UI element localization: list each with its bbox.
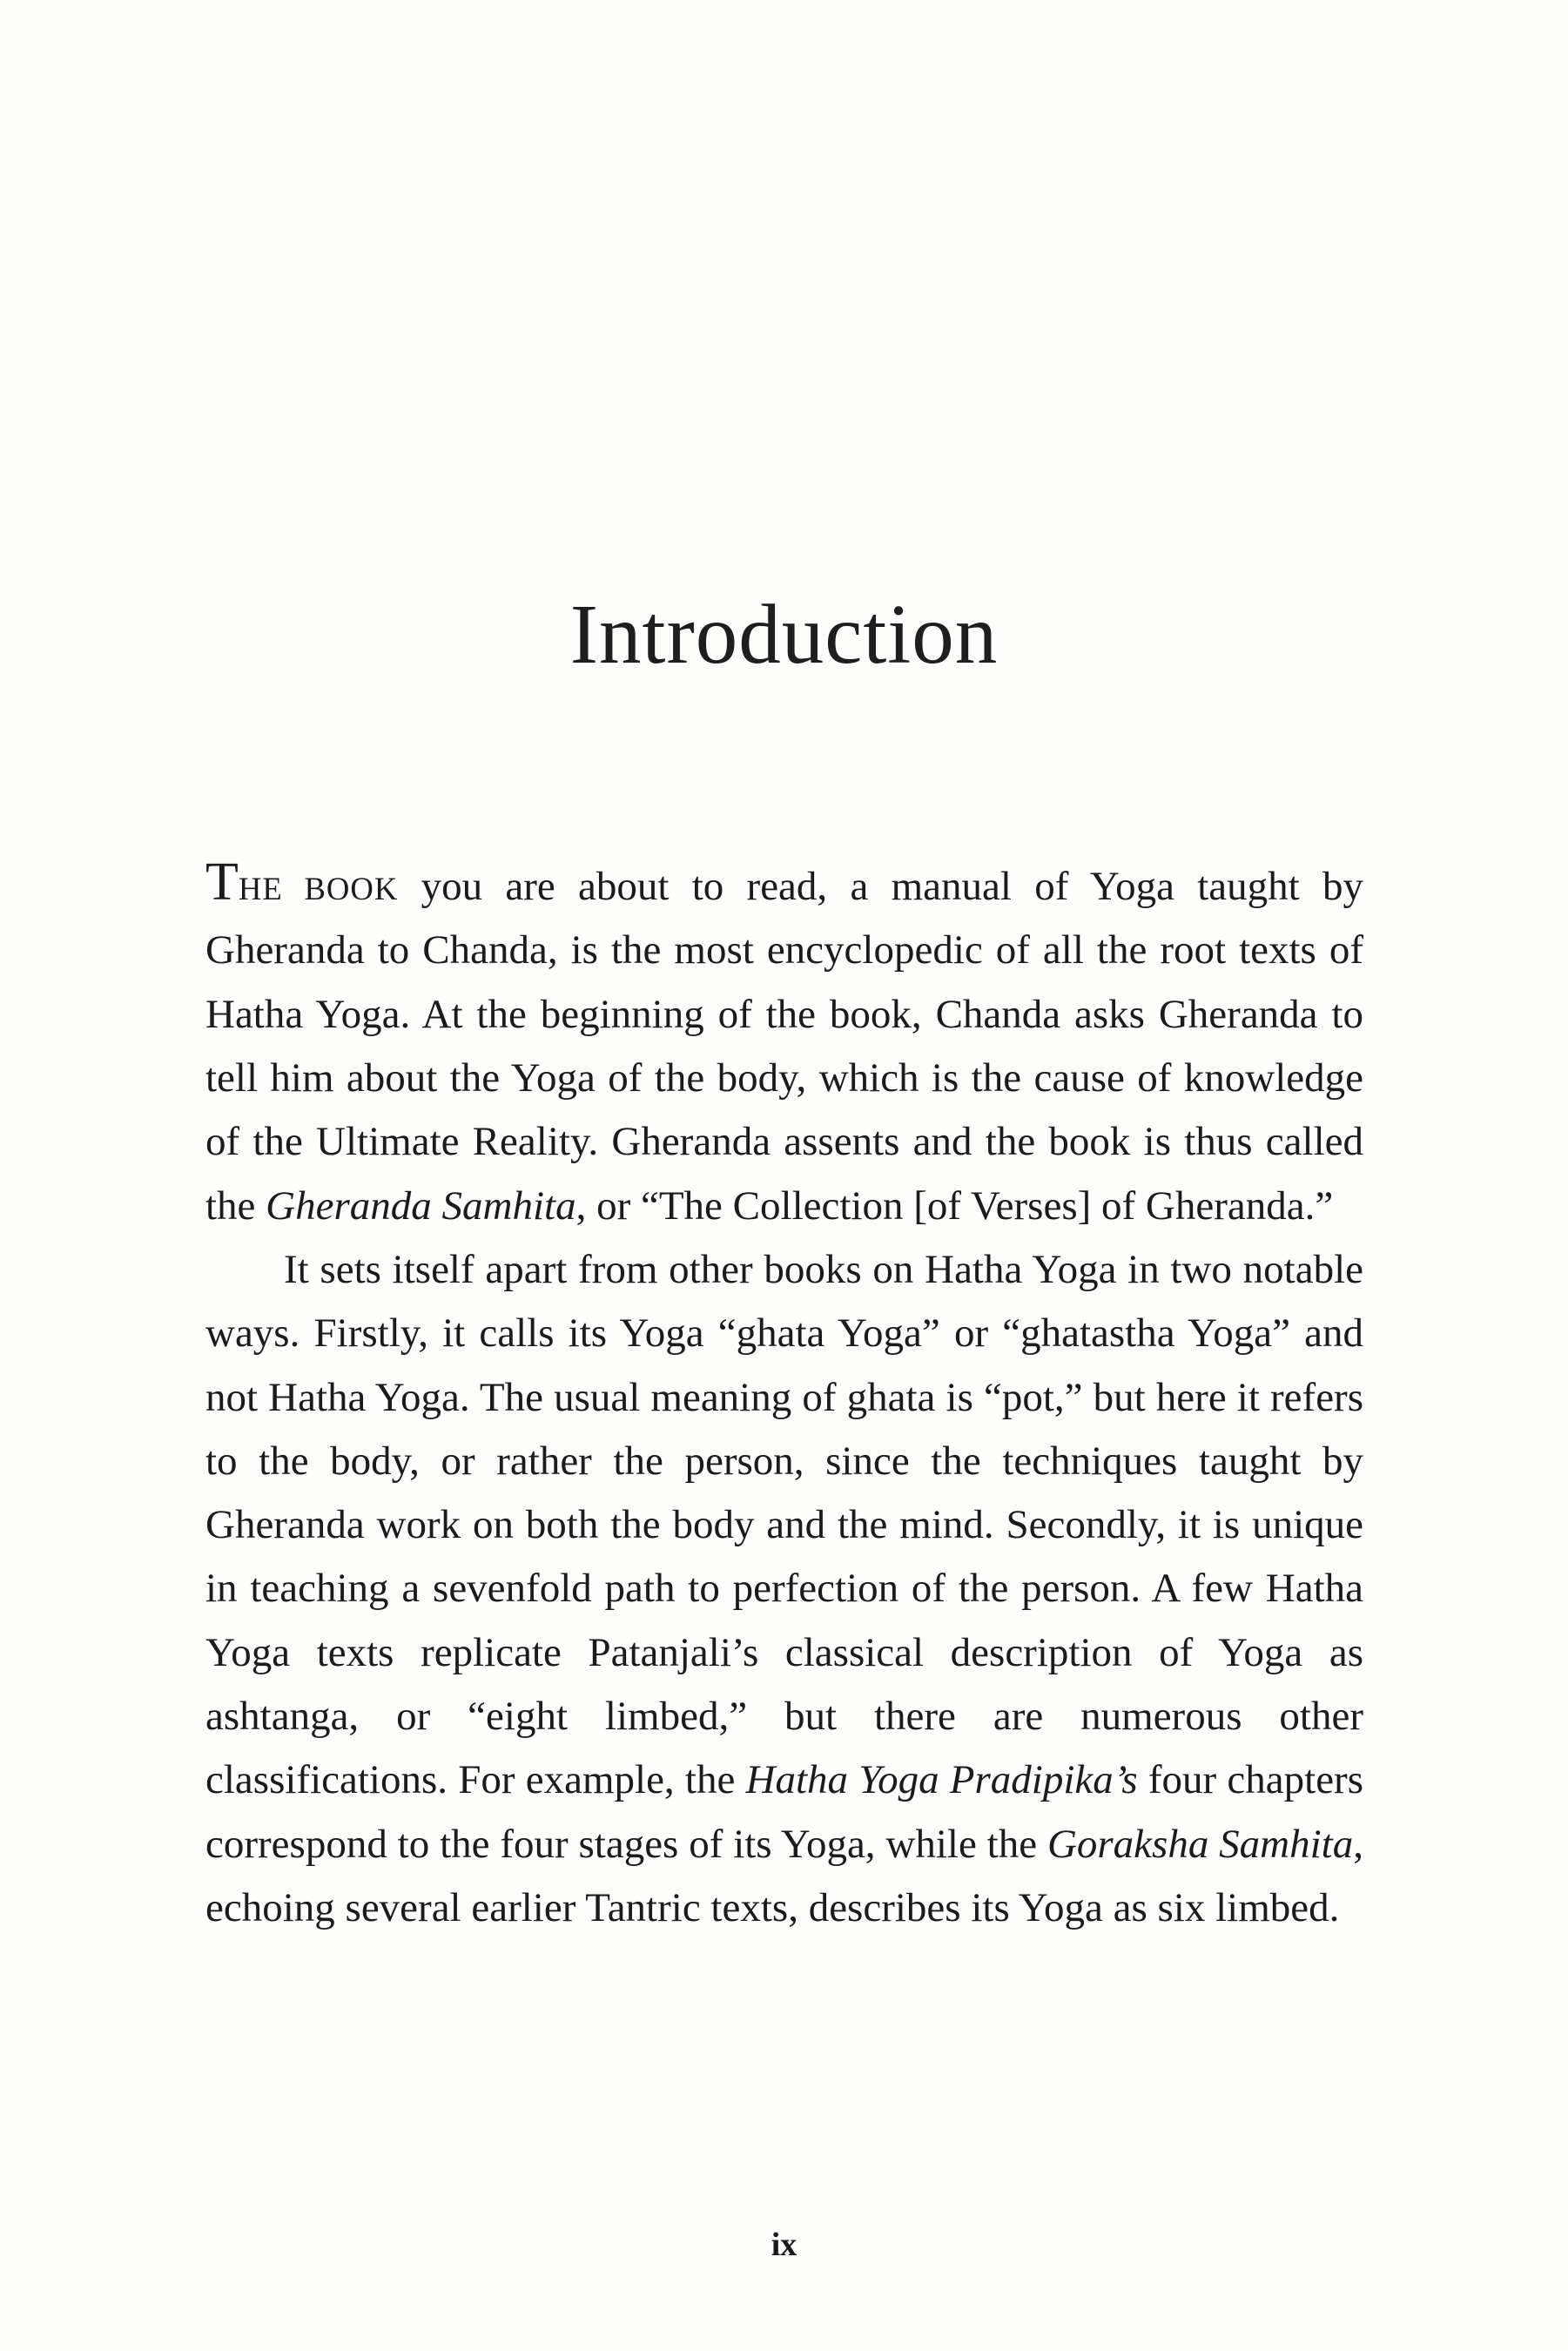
body-text-block — [205, 852, 1363, 1940]
text-segment: you are about to read, a manual of Yoga taught by Gheranda to Chanda, is the most encyclopedic of all the root texts of Hatha Yoga. At the beginning of the book, Chanda asks Gheranda to tell him about the Yoga of the body, which is the cause of knowledge of the Ultimate Reality. Gheranda assents and the book is thus called the — [205, 864, 1363, 1229]
page-number: ix — [771, 2226, 797, 2263]
book-title-italic: Goraksha Samhita — [1046, 1821, 1354, 1867]
text-segment: It sets itself apart from other books on Hatha Yoga in two notable ways. Firstly, it calls its Yoga “ghata Yoga” or “ghatastha Yoga” and not Hatha Yoga. The usual meaning of ghata is “pot,” but here it refers to the body, or rather the person, since the techniques taught by Gheranda work on both the body and the mind. Secondly, it is unique in teaching a sevenfold path to perfection of the person. A few Hatha Yoga texts replicate Patanjali’s classical description of Yoga as ashtanga, or “eight limbed,” but there are numerous other classifications. For example, the — [205, 1246, 1363, 1803]
book-title-italic: Gheranda Samhita — [266, 1182, 576, 1229]
text-segment: four chapters correspond to the four stages of its Yoga, while the — [205, 1757, 1363, 1867]
paragraph-2 — [205, 1238, 1363, 1940]
initial-capital: T — [205, 852, 239, 912]
text-segment: , echoing several earlier Tantric texts, describes its Yoga as six limbed. — [205, 1821, 1363, 1930]
small-caps-opening: HE BOOK — [238, 871, 399, 906]
text-segment: , or “The Collection [of Verses] of Gheranda.” — [575, 1182, 1334, 1229]
page-title: Introduction — [569, 587, 999, 681]
paragraph-1 — [205, 852, 1363, 1238]
book-title-italic: Hatha Yoga Pradipika’s — [745, 1757, 1138, 1803]
